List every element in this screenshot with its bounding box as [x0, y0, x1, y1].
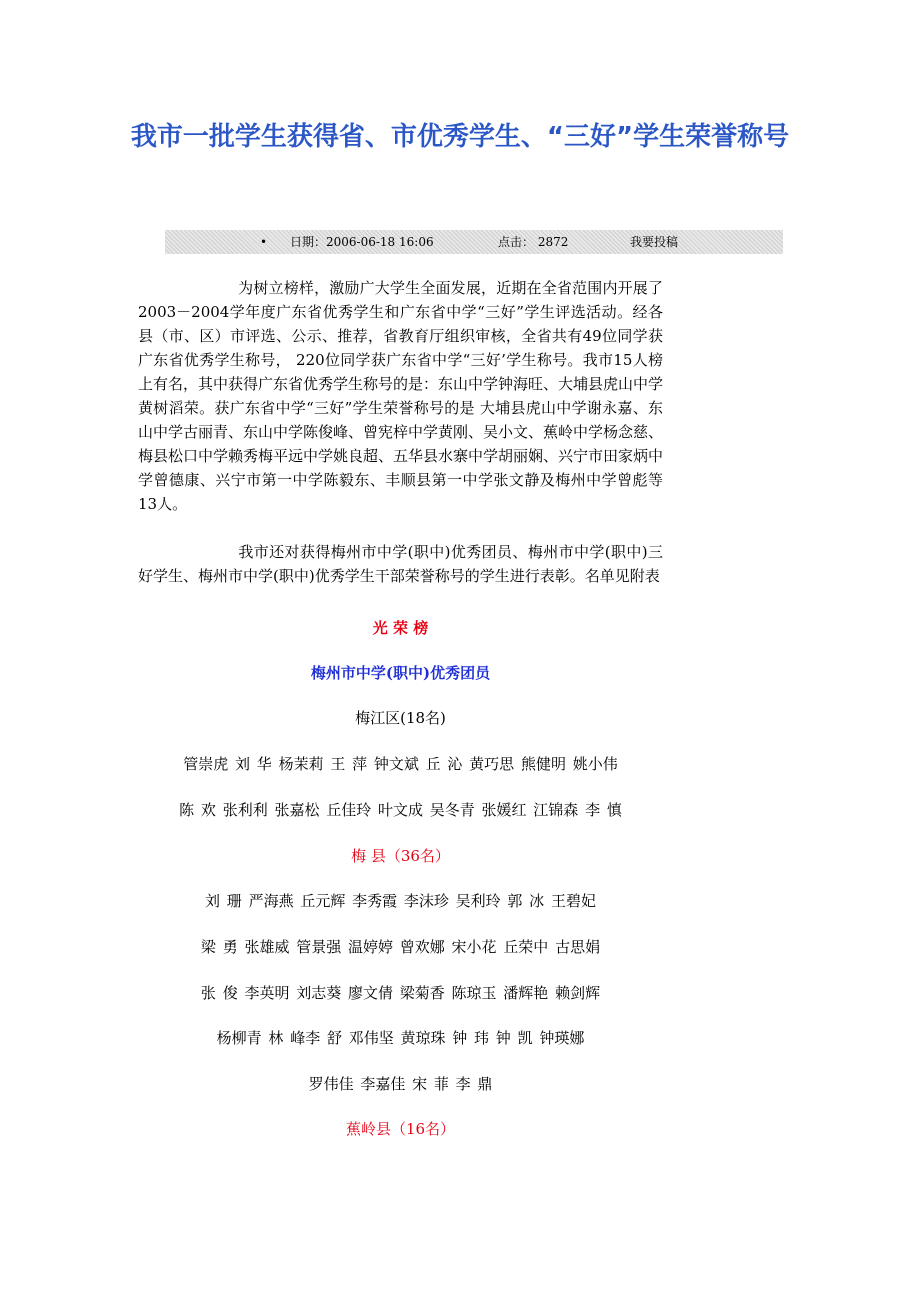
submit-article-link[interactable]: 我要投稿: [630, 235, 679, 249]
name-list-line: 刘 珊 严海燕 丘元辉 李秀霞 李沫珍 吴利玲 郭 冰 王碧妃: [205, 892, 596, 910]
district-label: 梅 县（36名）: [351, 847, 450, 865]
article-info-bar: [165, 230, 783, 254]
bullet-icon: •: [260, 235, 268, 249]
intro-text: 为树立榜样，激励广大学生全面发展，近期在全省范围内开展了2003－2004学年度广东省优秀学生和广东省中学“三好”学生评选活动。经各县（市、区）市评选、公示、推荐，省教育厅组织审核，全省共有49位同学获广东省优秀学生称号， 220位同学获广东省中学“三好’学生称号。我市15人榜上有名，其中获得广东省优秀学生称号的是：东山中学钟海旺、大埔县虎山中学黄树滔荣。获广东省中学“三好”学生荣誉称号的是 大埔县虎山中学谢永嘉、东山中学古丽青、东山中学陈俊峰、曾宪梓中学黄刚、吴小文、蕉岭中学杨念慈、梅县松口中学赖秀梅平远中学姚良超、五华县水寨中学胡丽娴、兴宁市田家炳中学曾德康、兴宁市第一中学陈毅东、丰顺县第一中学张文静及梅州中学曾彪等13人。: [138, 279, 664, 513]
district-label: 蕉岭县（16名）: [345, 1120, 456, 1138]
name-list-line: 梁 勇 张雄威 管景强 温婷婷 曾欢娜 宋小花 丘荣中 古思娟: [200, 938, 601, 956]
intro-paragraph: [138, 276, 663, 516]
article-title: 我市一批学生获得省、市优秀学生、“三好”学生荣誉称号: [130, 122, 790, 152]
name-list-line: 张 俊 李英明 刘志葵 廖文倩 梁菊香 陈琼玉 潘辉艳 赖剑辉: [200, 984, 601, 1002]
name-list-line: 杨柳青 林 峰李 舒 邓伟坚 黄琼珠 钟 玮 钟 凯 钟瑛娜: [216, 1029, 585, 1047]
name-list-line: 罗伟佳 李嘉佳 宋 菲 李 鼎: [308, 1075, 493, 1093]
district-label: 梅江区(18名): [355, 709, 446, 727]
commendation-text: 我市还对获得梅州市中学(职中)优秀团员、梅州市中学(职中)三好学生、梅州市中学(职中)优秀学生干部荣誉称号的学生进行表彰。名单见附表: [138, 543, 663, 585]
section-title: 梅州市中学(职中)优秀团员: [310, 664, 491, 682]
commendation-paragraph: [138, 540, 663, 588]
publish-date: 日期：2006-06-18 16:06: [290, 235, 434, 249]
click-count: 点击： 2872: [498, 235, 569, 249]
honor-roll-title: 光 荣 榜: [372, 619, 429, 637]
name-list-line: 陈 欢 张利利 张嘉松 丘佳玲 叶文成 吴冬青 张媛红 江锦森 李 慎: [179, 801, 622, 819]
name-list-line: 管崇虎 刘 华 杨茉莉 王 萍 钟文斌 丘 沁 黄巧思 熊健明 姚小伟: [183, 755, 618, 773]
